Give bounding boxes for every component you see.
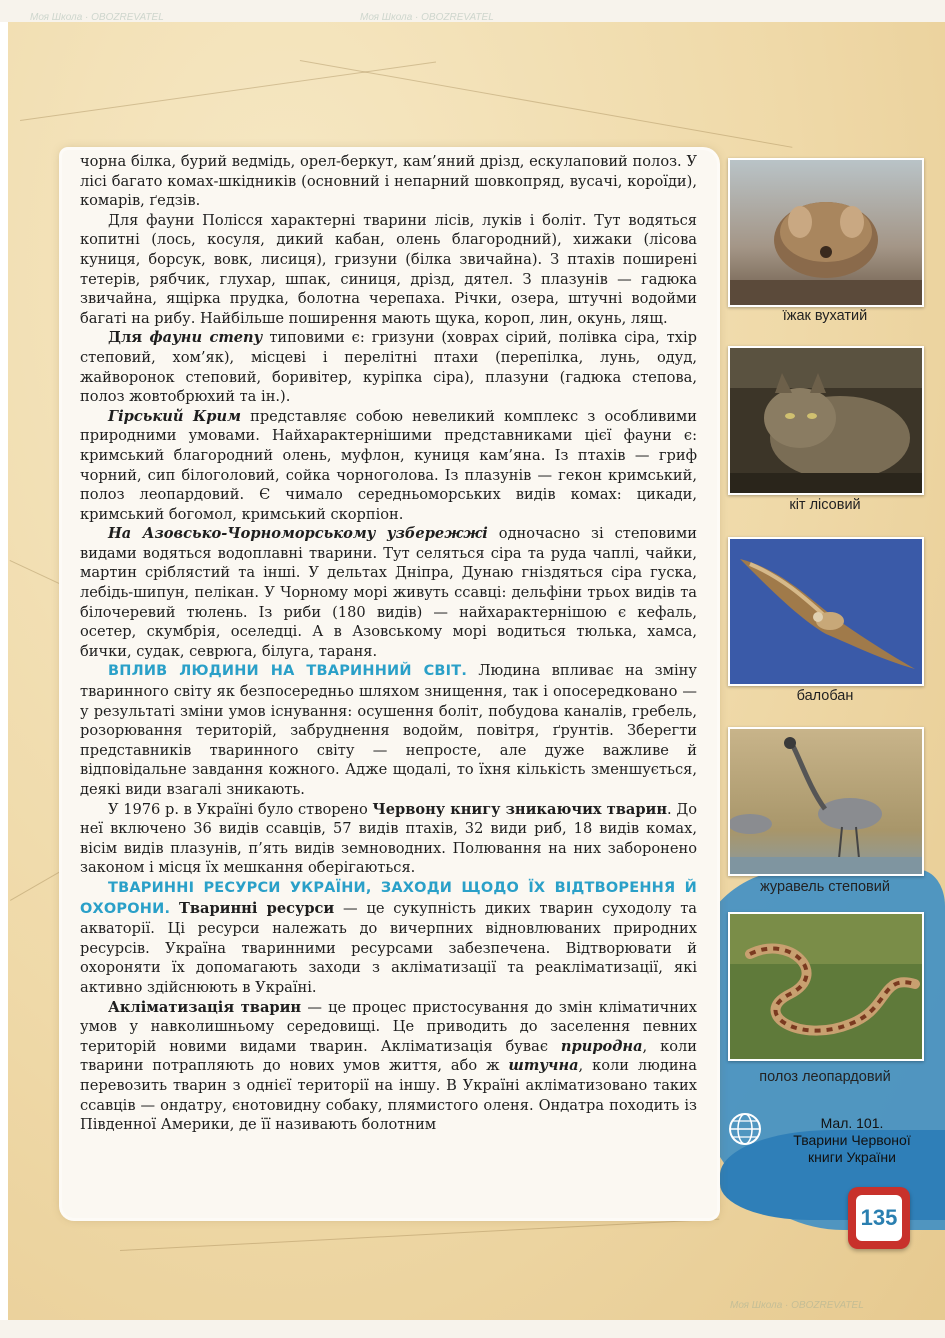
paragraph: Для фауни Полісся характерні тварини лісів, луків і боліт. Тут водяться копитні (лось, косуля, дикий кабан, олень благородний), хижаки (лісова куниця, борсук, вовк, лисиця), гризуни (білка звичайна). З птахів поширені тетерів, рябчик, глухар, шпак, синиця, дрізд, дятел. З плазунів — гадюка звичайна, ящірка прудка, болотна черепаха. Річки, озера, штучні водойми багаті на рибу. Найбільше поширення мають щука, короп, лин, окунь, лящ. bbox=[80, 211, 697, 327]
page-number-badge bbox=[848, 1187, 910, 1249]
term-coast: На Азовсько-Чорноморському узбережжі bbox=[108, 525, 488, 543]
section-heading-influence: ВПЛИВ ЛЮДИНИ НА ТВАРИННИЙ СВІТ. bbox=[108, 663, 468, 680]
paragraph-resources: ТВАРИННІ РЕСУРСИ УКРАЇНИ, ЗАХОДИ ЩОДО ЇХ ВІДТВОРЕННЯ Й ОХОРОНИ. Тваринні ресурси — це сукупність диких тварин суходолу та акваторії. Ці ресурси належать до вичерпних відновлюваних природних ресурсів. Україна тваринними ресурсами забезпечена. Відтворювати й охороняти їх допомагають заходи з акліматизації та реакліматизації, які активно здійснюють в Україні. bbox=[80, 879, 697, 996]
page-number: 135 bbox=[856, 1195, 902, 1241]
crane-photo bbox=[728, 727, 924, 876]
figure-title-line: книги України bbox=[808, 1149, 896, 1165]
watermark: Моя Школа · OBOZREVATEL bbox=[360, 12, 494, 23]
paragraph-acclimatization: Акліматизація тварин — це процес пристосування до змін кліматичних умов у навколишньому середовищі. Це приводить до заселення певних територій новими видами тварин. Акліматизація буває природна, коли тварини потрапляють до нових умов життя, або ж штучна, коли людина перевозить тварин з однієї території на іншу. В Україні акліматизовано таких ссавців — ондатру, єнотовидну собаку, плямистого оленя. Ондатра походить із Південної Америки, де її називають болотним bbox=[80, 998, 697, 1134]
paragraph-influence: ВПЛИВ ЛЮДИНИ НА ТВАРИННИЙ СВІТ. Людина впливає на зміну тваринного світу як безпосередньо шляхом знищення, так і опосередковано — у результаті зміни умов існування: осушення боліт, побудова каналів, гребель, розорювання територій, забруднення водойм, повітря, ґрунтів. Зберегти представників тваринного світу — непросте, але дуже важливе й відповідальне завдання кожного. Адже щодалі, то їхня кількість зменшується, деякі види взагалі зникають. bbox=[80, 662, 697, 798]
falcon-photo bbox=[728, 537, 924, 686]
paragraph-steppe: Для фауни степу типовими є: гризуни (ховрах сірий, полівка сіра, тхір степовий, хом’як), місцеві і перелітні птахи (перепілка, лунь, одуд, жайворонок степовий, боривітер, куріпка сіра), плазуни (гадюка степова, полоз жовтобрюхий та ін.). bbox=[80, 329, 697, 406]
photo-caption: кіт лісовий bbox=[789, 497, 861, 513]
figure-number: Мал. 101. bbox=[820, 1115, 884, 1131]
left-margin bbox=[0, 0, 8, 1338]
photo-caption: їжак вухатий bbox=[782, 308, 868, 324]
globe-icon bbox=[728, 1112, 762, 1146]
figure-caption bbox=[772, 1115, 932, 1166]
snake-photo bbox=[728, 912, 924, 1061]
paragraph: чорна білка, бурий ведмідь, орел-беркут, кам’яний дрізд, ескулаповий полоз. У лісі багато комах-шкідників (основний і непарний шовкопряд, вусачі, короїди), комарів, ґедзів. bbox=[80, 153, 697, 210]
photo-caption: журавель степовий bbox=[760, 879, 890, 895]
photo-caption: полоз леопардовий bbox=[759, 1069, 891, 1085]
term-acclimatization: Акліматизація тварин bbox=[108, 998, 302, 1016]
section-heading-resources: ТВАРИННІ РЕСУРСИ УКРАЇНИ, ЗАХОДИ ЩОДО ЇХ ВІДТВОРЕННЯ Й ОХОРОНИ. bbox=[80, 879, 697, 917]
term-red-book: Червону книгу зникаючих тварин bbox=[372, 800, 668, 818]
watermark: Моя Школа · OBOZREVATEL bbox=[30, 12, 164, 23]
photo-caption: балобан bbox=[796, 688, 854, 704]
wildcat-photo bbox=[728, 346, 924, 495]
paragraph-crimea: Гірський Крим представляє собою невеликий комплекс з особливими природними умовами. Найхарактернішими представниками цієї фауни є: кримський благородний олень, муфлон, куниця кам’яна. Із птахів — гриф чорний, сип білоголовий, сойка чорноголова. Із плазунів — гекон кримський, полоз леопардовий. Є чимало середньоморських видів комах: цикади, кримський богомол, кримський скорпіон. bbox=[80, 407, 698, 523]
paragraph-coast: На Азовсько-Чорноморському узбережжі одночасно зі степовими видами водяться водоплавні тварини. Тут селяться сіра та руда чаплі, чайки, мартин сріблястий та інші. У дельтах Дніпра, Дунаю гніздяться сіра гуска, лебідь-шипун, пелікан. У Чорному морі живуть ссавці: дельфіни трьох видів та білочеревий тюлень. Із риби (180 видів) — найхарактернішою є кефаль, осетер, скумбрія, оселедці. А в Азовському морі водиться тюлька, хамса, бички, судак, севрюга, білуга, тараня. bbox=[80, 525, 697, 660]
figure-title-line: Тварини Червоної bbox=[793, 1132, 911, 1148]
term-natural: природна bbox=[560, 1037, 643, 1055]
term-steppe-fauna: фауни степу bbox=[149, 329, 263, 347]
term-animal-resources: Тваринні ресурси bbox=[178, 899, 335, 917]
term-crimea: Гірський Крим bbox=[108, 407, 241, 425]
watermark: Моя Школа · OBOZREVATEL bbox=[730, 1300, 864, 1311]
paragraph-redbook: У 1976 р. в Україні було створено Червону книгу зникаючих тварин. До неї включено 36 видів ссавців, 57 видів птахів, 32 види риб, 18 видів комах, вісім видів плазунів, п’ять видів земноводних. Полювання на них заборонено законом і місця їх мешкання оберігаються. bbox=[80, 800, 697, 877]
term-artificial: штучна bbox=[508, 1057, 579, 1075]
hedgehog-photo bbox=[728, 158, 924, 307]
body-text bbox=[80, 152, 697, 1135]
bottom-margin bbox=[0, 1320, 945, 1338]
